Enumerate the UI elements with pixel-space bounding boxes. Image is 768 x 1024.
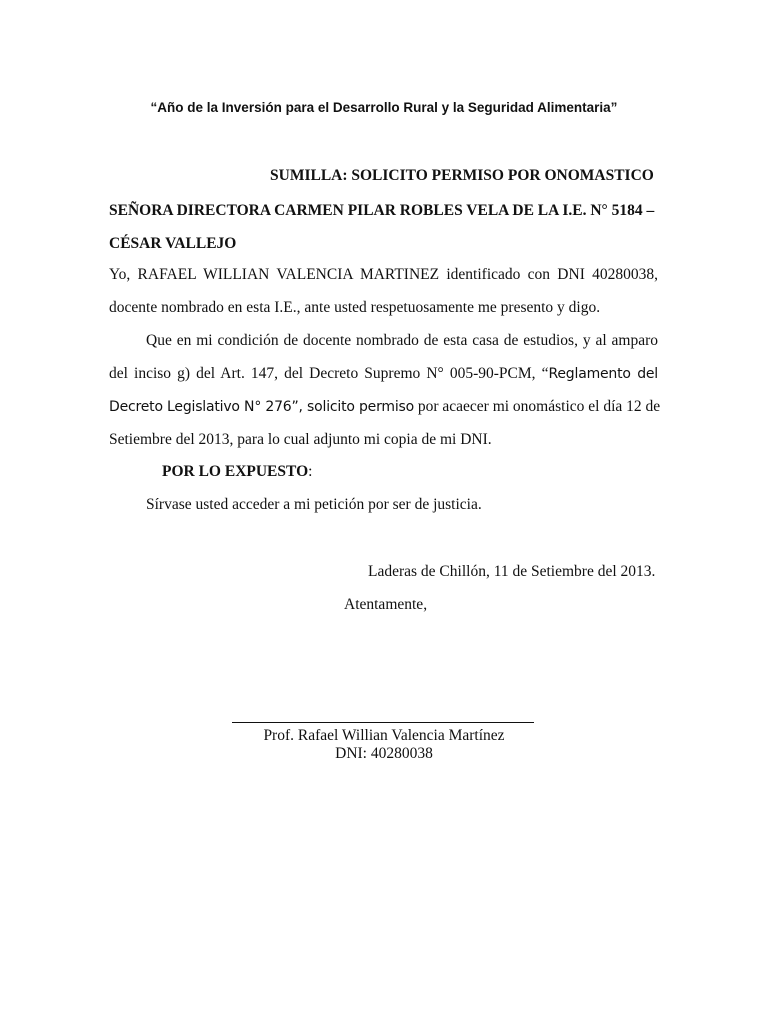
expuesto-line <box>162 463 312 481</box>
place-date: Laderas de Chillón, 11 de Setiembre del 2013. <box>368 563 656 580</box>
body-line-6: Setiembre del 2013, para lo cual adjunto mi copia de mi DNI. <box>109 431 492 448</box>
body-line-5-part-2: por acaecer mi onomástico el día 12 de <box>413 398 661 415</box>
expuesto-label: POR LO EXPUESTO <box>162 463 309 480</box>
request-text: Sírvase usted acceder a mi petición por ser de justicia. <box>146 496 482 513</box>
signer-name: Prof. Rafael Willian Valencia Martínez <box>263 727 505 744</box>
document-motto: “Año de la Inversión para el Desarrollo Rural y la Seguridad Alimentaria” <box>150 100 618 115</box>
body-line-1: Yo, RAFAEL WILLIAN VALENCIA MARTINEZ identificado con DNI 40280038, <box>109 266 658 283</box>
closing: Atentamente, <box>344 596 428 613</box>
signer-dni: DNI: 40280038 <box>335 745 433 762</box>
body-line-4 <box>109 365 658 383</box>
signature-line <box>232 722 534 723</box>
sumilla-heading: SUMILLA: SOLICITO PERMISO POR ONOMASTICO <box>270 167 654 184</box>
expuesto-colon: : <box>308 463 313 480</box>
body-line-4-part-1: del inciso g) del Art. 147, del Decreto Supremo N° 005-90-PCM, “ <box>109 365 549 382</box>
body-line-4-part-2: Reglamento del <box>548 366 658 382</box>
body-line-5 <box>109 398 661 416</box>
recipient-line-1: SEÑORA DIRECTORA CARMEN PILAR ROBLES VELA DE LA I.E. N° 5184 – <box>109 202 655 219</box>
recipient-line-2: CÉSAR VALLEJO <box>109 235 237 252</box>
body-line-5-part-1: Decreto Legislativo N° 276”, solicito permiso <box>109 399 414 415</box>
body-line-3: Que en mi condición de docente nombrado de esta casa de estudios, y al amparo <box>146 332 658 349</box>
body-line-2: docente nombrado en esta I.E., ante usted respetuosamente me presento y digo. <box>109 299 601 316</box>
